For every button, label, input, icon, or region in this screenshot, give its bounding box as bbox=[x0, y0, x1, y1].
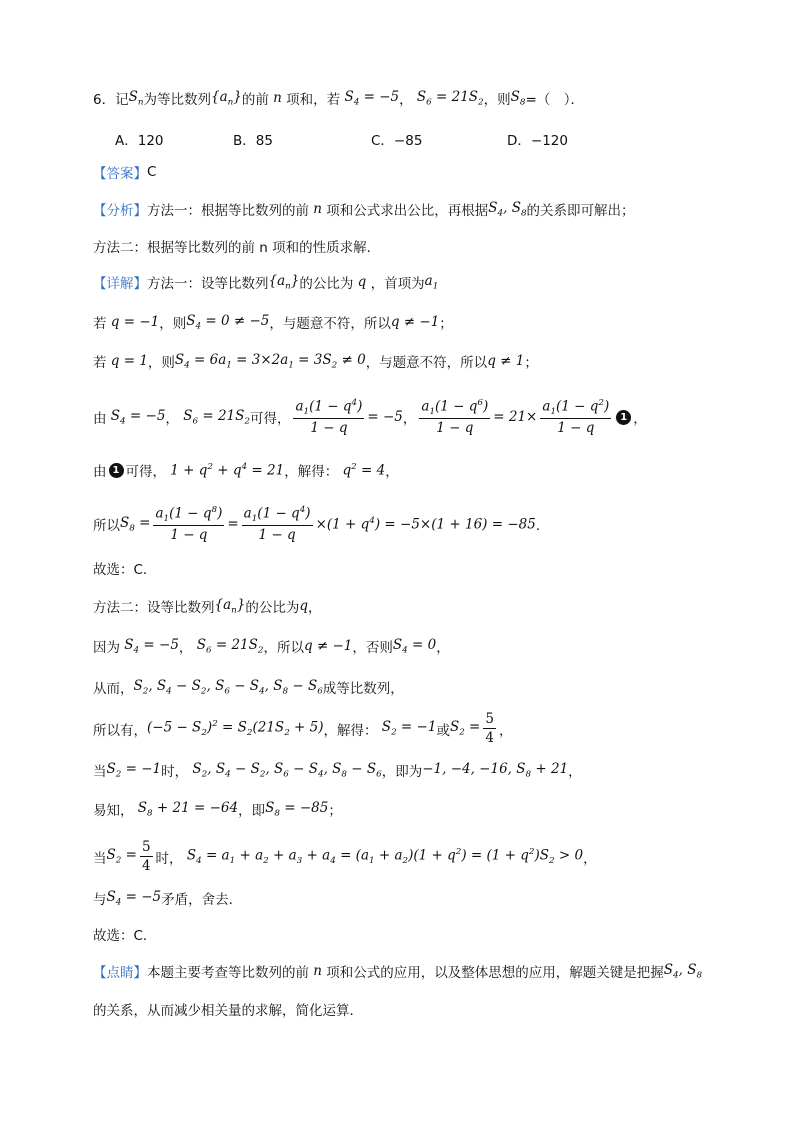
analysis-line-2: 方法二：根据等比数列的前 n 项和的性质求解． bbox=[93, 240, 381, 256]
detail-case-1: 若 q = −1 ，则 $S_4 = 0 \ne -5$ ，与题意不符，所以 q ≠ −1 ； bbox=[93, 312, 453, 332]
detail-from-line: 由 $S_4 = -5$ ， $S_6 = 21S_2$ 可得， $\frac{a_1(1 - q^4)}{1 - q}$ = −5 ， $\frac{a_1(1 - q^6)}{1 - q}$ = 21× $\frac{a_1(1 - q^2)}{1 - q}$ 1 ， bbox=[93, 398, 647, 437]
detail-easy-line: 易知， $S_8 + 21 = -64$ ，即 $S_8 = -85$ ； bbox=[93, 799, 342, 819]
answer-value: C bbox=[147, 164, 157, 180]
detail-from1-line: 由 1 可得， $1 + q^2 + q^4 = 21$ ，解得： $q^2 = 4$ ， bbox=[93, 461, 399, 480]
detail-tag: 【详解】 bbox=[93, 276, 147, 292]
answer-tag: 【答案】 bbox=[93, 166, 147, 182]
detail-so-line: 所以 $S_8$ = $\frac{a_1(1 - q^8)}{1 - q}$ = $\frac{a_1(1 - q^4)}{1 - q}$ $\times(1 + q^4) = -5\times(1 + 16) = -85$ ． bbox=[93, 505, 550, 544]
circled-one-icon: 1 bbox=[616, 410, 631, 425]
answer-line bbox=[93, 162, 156, 182]
detail-choose-2: 故选：C． bbox=[93, 928, 157, 944]
detail-contra-line: 与 $S_4 = -5$ 矛盾，舍去． bbox=[93, 888, 243, 908]
options-row bbox=[115, 129, 675, 147]
detail-m2-line: 方法二：设等比数列 $\{a_n\}$ 的公比为 q ， bbox=[93, 596, 322, 616]
option-c: C．−85 bbox=[371, 133, 423, 149]
option-b: B．85 bbox=[233, 133, 273, 149]
detail-when2-line: 当 $S_2$ = $\frac{5}{4}$ 时， $S_4 = a_1 + a_2 + a_3 + a_4 = (a_1 + a_2)(1 + q^2) = (1 + q^2)S_2 > 0$ ， bbox=[93, 839, 597, 874]
circled-one-icon: 1 bbox=[109, 463, 124, 478]
detail-case-2: 若 q = 1 ，则 $S_4 = 6a_1 = 3\times 2a_1 = 3S_2 \ne 0$ ，与题意不符，所以 q ≠ 1 ； bbox=[93, 351, 538, 371]
detail-choose-1: 故选：C． bbox=[93, 562, 157, 578]
question-line: 6．记 $S_n$ 为等比数列 $\{a_n\}$ 的前 n 项和，若 $S_4 = -5$ ， $S_6 = 21S_2$ ，则 $S_8$ =（ ）． bbox=[93, 88, 585, 108]
option-d: D．−120 bbox=[507, 133, 568, 149]
detail-because-line: 因为 $S_4 = -5$ ， $S_6 = 21S_2$ ，所以 q ≠ −1 ，否则 $S_4 = 0$ ， bbox=[93, 636, 450, 656]
analysis-tag: 【分析】 bbox=[93, 203, 147, 219]
detail-thus-line: 从而， $S_2$, $S_4 - S_2$, $S_6 - S_4$, $S_8 - S_6$ 成等比数列， bbox=[93, 677, 404, 697]
comment-line-1: 【点睛】 本题主要考查等比数列的前 n 项和公式的应用，以及整体思想的应用，解题关键是把握 $S_4$, $S_8$ bbox=[93, 961, 703, 981]
option-a: A．120 bbox=[115, 133, 164, 149]
comment-tag: 【点睛】 bbox=[93, 965, 147, 981]
detail-when1-line: 当 $S_2 = -1$ 时， $S_2$, $S_4 - S_2$, $S_6 - S_4$, $S_8 - S_6$ ，即为 −1, −4, −16, $S_8 + 21$ ， bbox=[93, 760, 582, 780]
question-prefix: 6．记 bbox=[93, 92, 129, 108]
detail-hence-line: 所以有， $(-5 - S_2)^2 = S_2(21S_2 + 5)$ ，解得： $S_2 = -1$ 或 $S_2$ = $\frac{5}{4}$ ， bbox=[93, 711, 513, 746]
comment-line-2: 的关系，从而减少相关量的求解，简化运算． bbox=[93, 1003, 363, 1019]
analysis-line-1: 【分析】 方法一：根据等比数列的前 n 项和公式求出公比，再根据 $S_4$, $S_8$ 的关系即可解出； bbox=[93, 199, 635, 219]
detail-line-1: 【详解】 方法一：设等比数列 $\{a_n\}$ 的公比为 q ，首项为 $a_1$ bbox=[93, 272, 439, 292]
